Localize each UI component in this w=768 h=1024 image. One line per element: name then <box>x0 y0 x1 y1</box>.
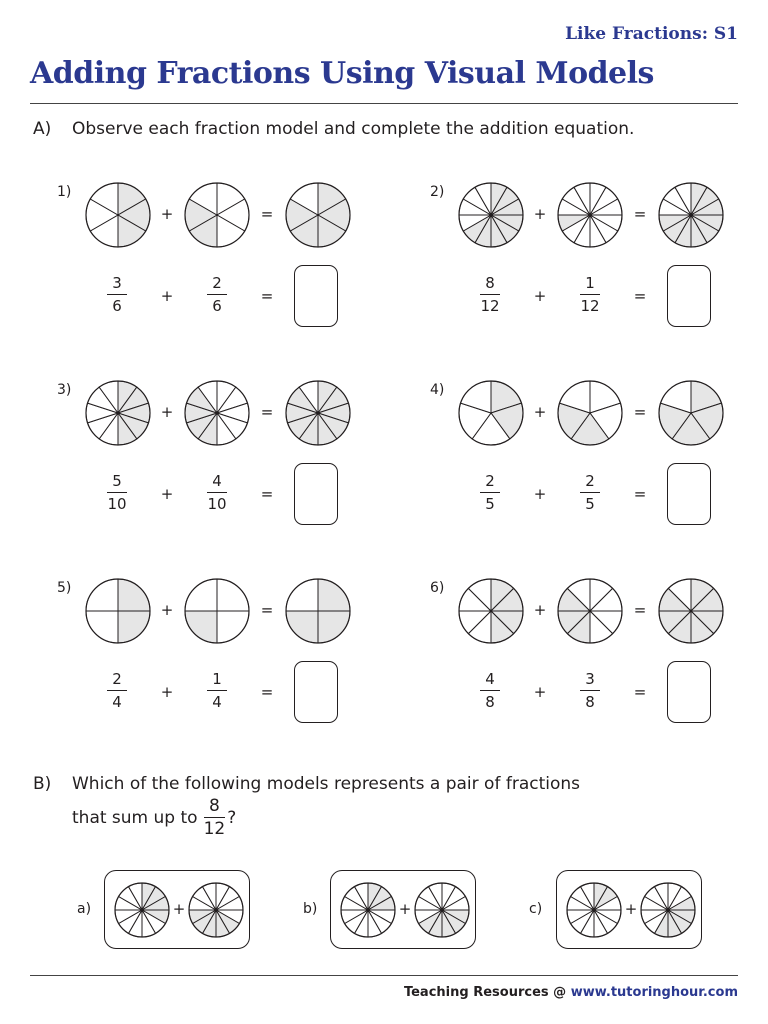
problem-number: 4) <box>430 382 445 398</box>
fraction-model-a <box>84 181 152 249</box>
problem-number: 3) <box>57 382 72 398</box>
plus-sign: + <box>172 900 186 918</box>
target-denominator: 12 <box>203 819 226 839</box>
numerator: 1 <box>212 670 222 688</box>
fraction-a <box>470 276 510 314</box>
answer-box[interactable] <box>667 265 711 327</box>
numerator: 2 <box>485 472 495 490</box>
fraction-model-b <box>556 181 624 249</box>
plus-sign: + <box>533 683 547 701</box>
option-model-right <box>187 881 245 939</box>
problem-number: 2) <box>430 184 445 200</box>
equals-sign: = <box>633 287 647 305</box>
fraction-b <box>570 672 610 710</box>
section-b-line1: Which of the following models represents a pair of fractions <box>72 774 580 794</box>
plus-sign: + <box>533 485 547 503</box>
denominator: 10 <box>207 495 227 513</box>
option-label: b) <box>303 901 318 917</box>
equals-sign: = <box>633 205 647 223</box>
target-numerator: 8 <box>208 796 220 816</box>
target-fraction-bar <box>204 817 226 818</box>
equals-sign: = <box>633 601 647 619</box>
fraction-model-a <box>457 181 525 249</box>
fraction-model-a <box>84 379 152 447</box>
fraction-model-a <box>84 577 152 645</box>
title-divider <box>30 103 738 104</box>
section-a-heading <box>0 119 768 143</box>
target-fraction <box>204 798 226 838</box>
denominator: 10 <box>107 495 127 513</box>
option-label: c) <box>529 901 543 917</box>
denominator: 6 <box>112 297 122 315</box>
equals-sign: = <box>260 601 274 619</box>
denominator: 12 <box>580 297 600 315</box>
numerator: 2 <box>585 472 595 490</box>
section-b-line2 <box>72 798 236 838</box>
equals-sign: = <box>260 205 274 223</box>
numerator: 2 <box>112 670 122 688</box>
answer-box[interactable] <box>294 463 338 525</box>
fraction-a <box>470 672 510 710</box>
footer-divider <box>30 975 738 976</box>
equals-sign: = <box>633 683 647 701</box>
section-b-question <box>0 774 768 844</box>
plus-sign: + <box>160 403 174 421</box>
plus-sign: + <box>533 403 547 421</box>
plus-sign: + <box>533 601 547 619</box>
question-mark: ? <box>227 808 237 828</box>
numerator: 5 <box>112 472 122 490</box>
denominator: 5 <box>585 495 595 513</box>
numerator: 4 <box>485 670 495 688</box>
answer-box[interactable] <box>294 661 338 723</box>
option-model-right <box>639 881 697 939</box>
fraction-model-sum <box>284 181 352 249</box>
section-a-instruction: Observe each fraction model and complete the addition equation. <box>72 119 635 139</box>
fraction-model-a <box>457 577 525 645</box>
denominator: 6 <box>212 297 222 315</box>
equals-sign: = <box>260 403 274 421</box>
denominator: 12 <box>480 297 500 315</box>
equals-sign: = <box>260 485 274 503</box>
fraction-b <box>197 672 237 710</box>
problem-number: 1) <box>57 184 72 200</box>
section-b-line2-text: that sum up to <box>72 808 198 828</box>
equals-sign: = <box>260 683 274 701</box>
section-a-letter: A) <box>33 119 52 139</box>
fraction-a <box>470 474 510 512</box>
fraction-model-sum <box>284 379 352 447</box>
numerator: 8 <box>485 274 495 292</box>
section-b-letter: B) <box>33 774 52 794</box>
page-title: Adding Fractions Using Visual Models <box>30 56 654 91</box>
fraction-b <box>570 276 610 314</box>
plus-sign: + <box>160 683 174 701</box>
numerator: 4 <box>212 472 222 490</box>
denominator: 8 <box>485 693 495 711</box>
plus-sign: + <box>160 485 174 503</box>
fraction-a <box>97 672 137 710</box>
denominator: 4 <box>212 693 222 711</box>
fraction-model-b <box>556 577 624 645</box>
equals-sign: = <box>633 403 647 421</box>
answer-box[interactable] <box>667 463 711 525</box>
footer-link[interactable]: www.tutoringhour.com <box>570 985 738 1000</box>
numerator: 1 <box>585 274 595 292</box>
fraction-model-sum <box>657 181 725 249</box>
denominator: 5 <box>485 495 495 513</box>
problem-number: 6) <box>430 580 445 596</box>
fraction-model-sum <box>657 577 725 645</box>
plus-sign: + <box>533 287 547 305</box>
fraction-b <box>197 276 237 314</box>
option-model-left <box>565 881 623 939</box>
problem-number: 5) <box>57 580 72 596</box>
option-label: a) <box>77 901 92 917</box>
plus-sign: + <box>160 205 174 223</box>
answer-box[interactable] <box>667 661 711 723</box>
worksheet-tag: Like Fractions: S1 <box>565 24 738 44</box>
plus-sign: + <box>398 900 412 918</box>
numerator: 3 <box>112 274 122 292</box>
numerator: 3 <box>585 670 595 688</box>
plus-sign: + <box>624 900 638 918</box>
equals-sign: = <box>260 287 274 305</box>
fraction-a <box>97 474 137 512</box>
fraction-model-sum <box>284 577 352 645</box>
equals-sign: = <box>633 485 647 503</box>
fraction-b <box>197 474 237 512</box>
option-model-left <box>339 881 397 939</box>
plus-sign: + <box>160 287 174 305</box>
fraction-model-b <box>183 181 251 249</box>
fraction-model-b <box>183 379 251 447</box>
fraction-model-b <box>183 577 251 645</box>
denominator: 4 <box>112 693 122 711</box>
plus-sign: + <box>160 601 174 619</box>
fraction-model-a <box>457 379 525 447</box>
plus-sign: + <box>533 205 547 223</box>
numerator: 2 <box>212 274 222 292</box>
denominator: 8 <box>585 693 595 711</box>
answer-box[interactable] <box>294 265 338 327</box>
option-model-left <box>113 881 171 939</box>
fraction-a <box>97 276 137 314</box>
footer <box>404 985 738 1000</box>
fraction-model-sum <box>657 379 725 447</box>
footer-prefix: Teaching Resources @ <box>403 985 571 1000</box>
fraction-model-b <box>556 379 624 447</box>
option-model-right <box>413 881 471 939</box>
fraction-b <box>570 474 610 512</box>
